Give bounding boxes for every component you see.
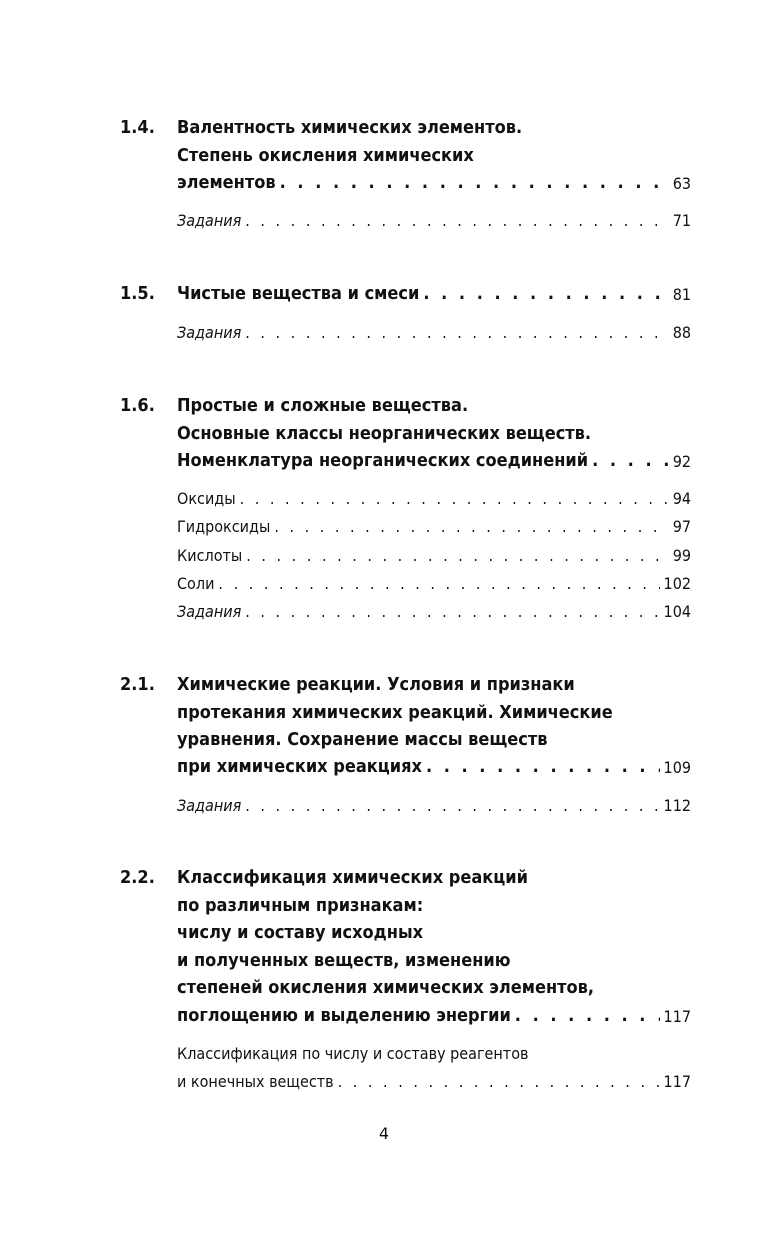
page-number: 99 bbox=[672, 546, 691, 565]
entry-label: Кислоты bbox=[177, 546, 243, 565]
toc-subentry-first-line bbox=[177, 1040, 691, 1067]
toc-subentry[interactable] bbox=[177, 541, 691, 565]
toc-entry-tasks[interactable] bbox=[177, 318, 691, 342]
entry-label: Задания bbox=[177, 602, 242, 621]
dot-leader bbox=[245, 602, 659, 621]
toc-entry[interactable] bbox=[177, 447, 691, 471]
entry-label: при химических реакциях bbox=[177, 756, 422, 777]
page-number-footer: 4 bbox=[378, 1124, 390, 1143]
section-title-line: Химические реакции. Условия и признаки bbox=[177, 674, 575, 695]
section-number: 2.1. bbox=[120, 674, 155, 695]
section-title-line: Простые и сложные вещества. bbox=[177, 395, 469, 416]
entry-label: Задания bbox=[177, 211, 242, 230]
section-title-line: Классификация химических реакций bbox=[177, 867, 528, 888]
entry-label: Задания bbox=[177, 323, 242, 342]
page-number: 117 bbox=[663, 1007, 691, 1026]
dot-leader bbox=[218, 574, 659, 593]
entry-label: Оксиды bbox=[177, 489, 236, 508]
toc-entry[interactable] bbox=[177, 169, 691, 193]
dot-leader bbox=[423, 283, 668, 304]
toc-entry-tasks[interactable] bbox=[177, 597, 691, 621]
dot-leader bbox=[426, 756, 660, 777]
page-number: 63 bbox=[672, 174, 691, 193]
toc-subentry[interactable] bbox=[177, 512, 691, 536]
section-title-line: Валентность химических элементов. bbox=[177, 117, 523, 138]
page-number: 102 bbox=[663, 574, 691, 593]
entry-label-line: Классификация по числу и составу реагентов bbox=[177, 1044, 529, 1063]
page-number: 92 bbox=[672, 452, 691, 471]
section-title bbox=[177, 114, 692, 169]
section-title bbox=[177, 392, 692, 447]
page-number: 117 bbox=[663, 1072, 691, 1091]
entry-label: Соли bbox=[177, 574, 215, 593]
page-number: 71 bbox=[672, 211, 691, 230]
page-number: 81 bbox=[672, 285, 691, 304]
dot-leader bbox=[246, 546, 668, 565]
section-title-line: степеней окисления химических элементов, bbox=[177, 977, 595, 998]
entry-label: Номенклатура неорганических соединений bbox=[177, 450, 589, 471]
dot-leader bbox=[245, 796, 659, 815]
section-number: 1.4. bbox=[120, 117, 155, 138]
toc-entry-tasks[interactable] bbox=[177, 791, 691, 815]
toc-entry[interactable] bbox=[177, 280, 691, 304]
toc-subentry[interactable] bbox=[177, 484, 691, 508]
section-title-line: по различным признакам: bbox=[177, 894, 424, 916]
toc-entry[interactable] bbox=[177, 753, 691, 777]
section-title-line: Основные классы неорганических веществ. bbox=[177, 422, 592, 444]
toc-entry[interactable] bbox=[177, 1002, 691, 1026]
section-title bbox=[177, 864, 692, 1002]
section-title-line: уравнения. Сохранение массы веществ bbox=[177, 729, 548, 750]
page-number: 109 bbox=[663, 758, 691, 777]
dot-leader bbox=[338, 1072, 660, 1091]
section-number: 1.6. bbox=[120, 395, 155, 416]
entry-label: Чистые вещества и смеси bbox=[177, 283, 420, 304]
page-number: 112 bbox=[663, 796, 691, 815]
dot-leader bbox=[274, 517, 668, 536]
toc-subentry[interactable] bbox=[177, 569, 691, 593]
entry-label: Гидроксиды bbox=[177, 517, 271, 536]
dot-leader bbox=[280, 172, 669, 193]
dot-leader bbox=[592, 450, 669, 471]
toc-entry-tasks[interactable] bbox=[177, 206, 691, 230]
entry-label: поглощению и выделению энергии bbox=[177, 1005, 511, 1026]
section-number: 2.2. bbox=[120, 867, 155, 888]
entry-label: Задания bbox=[177, 796, 242, 815]
page-number: 88 bbox=[672, 323, 691, 342]
section-title-line: числу и составу исходных bbox=[177, 922, 424, 943]
page-number: 94 bbox=[672, 489, 691, 508]
section-title bbox=[177, 671, 692, 754]
dot-leader bbox=[245, 211, 668, 230]
page-number: 104 bbox=[663, 602, 691, 621]
dot-leader bbox=[240, 489, 669, 508]
entry-label: и конечных веществ bbox=[177, 1072, 334, 1091]
entry-label: элементов bbox=[177, 172, 276, 193]
section-title-line: и полученных веществ, изменению bbox=[177, 949, 511, 971]
dot-leader bbox=[245, 323, 668, 342]
section-title-line: протекания химических реакций. Химические bbox=[177, 701, 613, 723]
section-number: 1.5. bbox=[120, 283, 155, 304]
dot-leader bbox=[515, 1005, 660, 1026]
page-number: 97 bbox=[672, 517, 691, 536]
toc-subentry[interactable] bbox=[177, 1067, 691, 1091]
section-title-line: Степень окисления химических bbox=[177, 144, 474, 166]
